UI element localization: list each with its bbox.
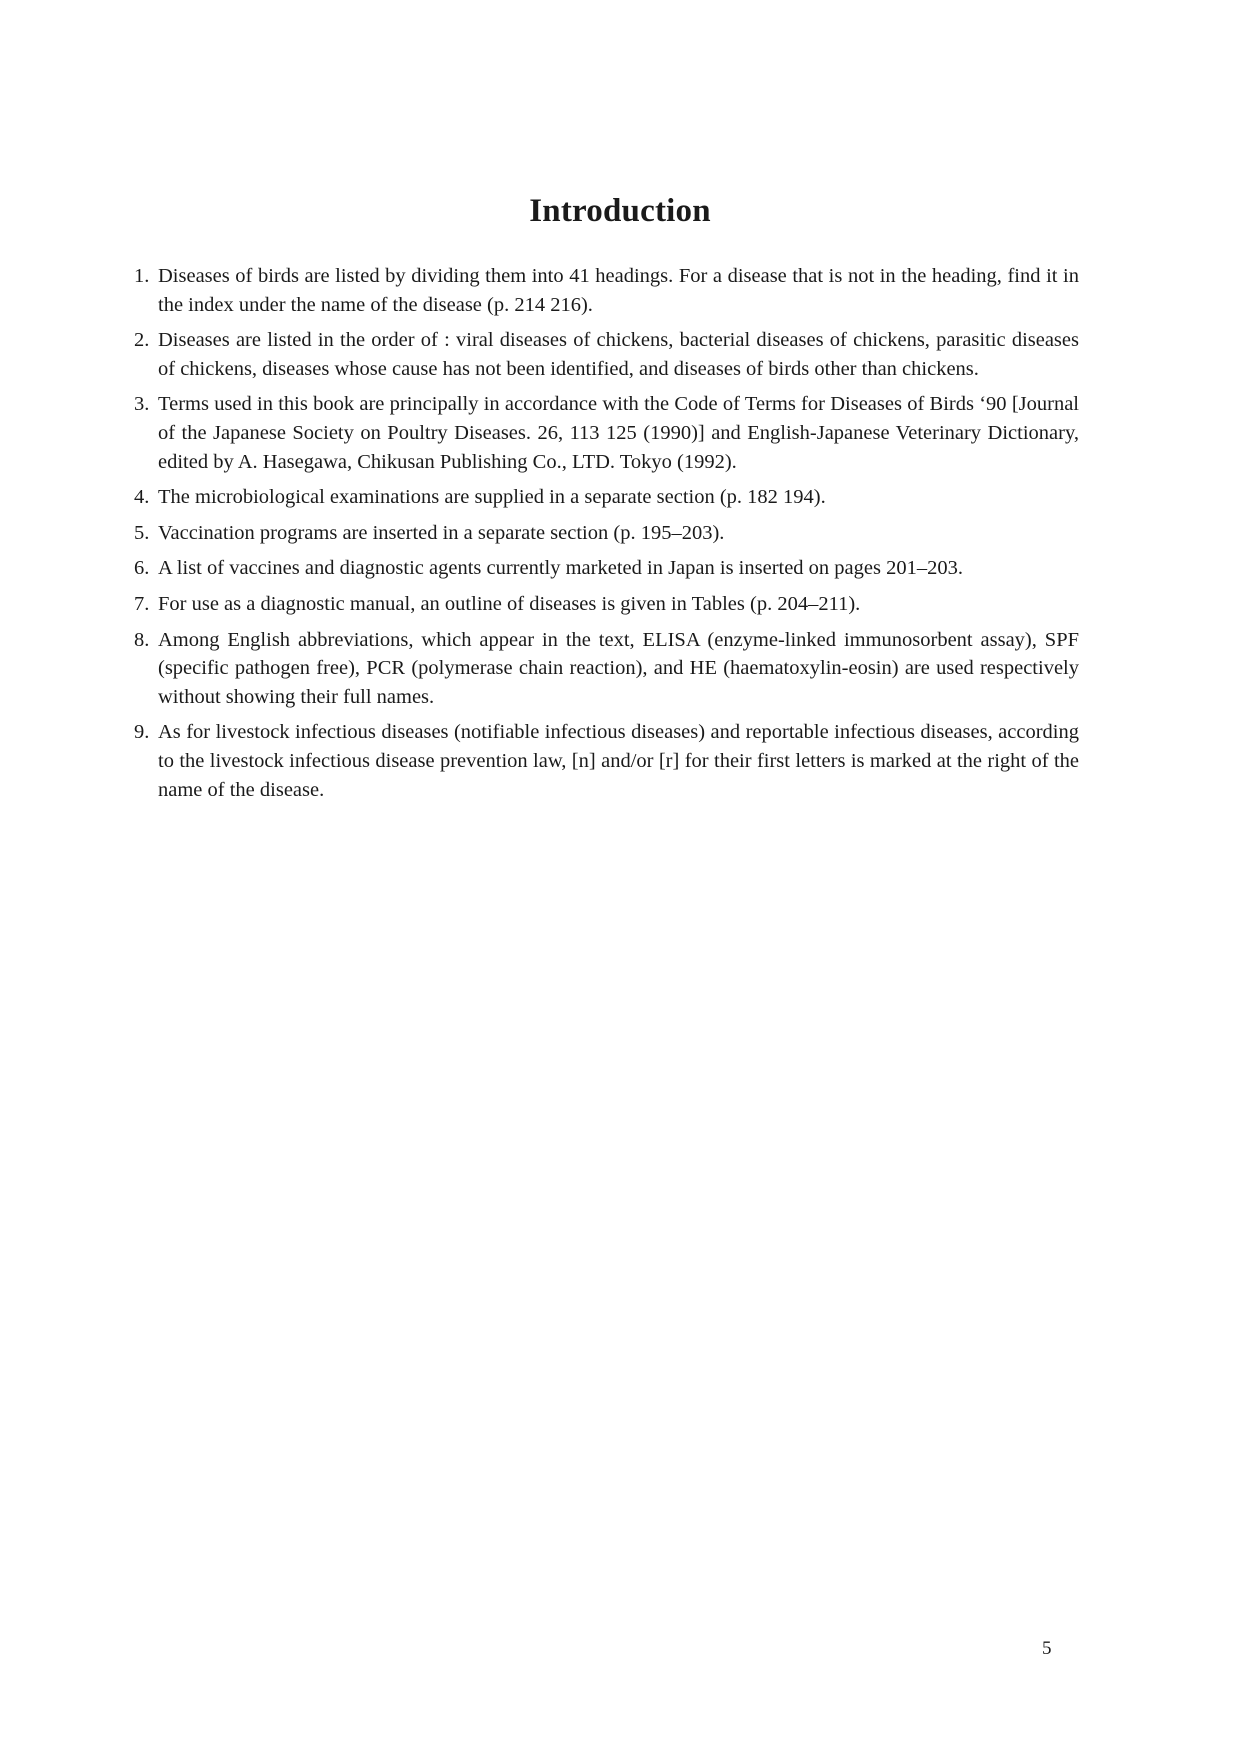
item-number: 2.	[134, 329, 150, 352]
list-item	[134, 718, 1079, 804]
item-number: 5.	[134, 521, 150, 544]
page-number: 5	[1042, 1638, 1052, 1659]
item-number: 4.	[134, 486, 150, 509]
item-text: Terms used in this book are principally in accordance with the Code of Terms for Diseases of Birds ‘90 [Journal of the Japanese Society on Poultry Diseases. 26, 113 125 (1990)] and English-Japanese Veterinary Dictionary, edited by A. Hasegawa, Chikusan Publishing Co., LTD. Tokyo (1992).	[158, 393, 1079, 473]
item-number: 3.	[134, 393, 150, 416]
list-item	[134, 390, 1079, 476]
list-item	[134, 262, 1079, 319]
item-text: Vaccination programs are inserted in a separate section (p. 195–203).	[158, 521, 725, 544]
item-number: 9.	[134, 721, 150, 744]
item-text: Diseases of birds are listed by dividing them into 41 headings. For a disease that is not in the heading, find it in the index under the name of the disease (p. 214 216).	[158, 265, 1079, 316]
item-number: 1.	[134, 265, 150, 287]
list-item	[134, 519, 1079, 548]
item-text: Diseases are listed in the order of : viral diseases of chickens, bacterial diseases of chickens, parasitic diseases of chickens, diseases whose cause has not been identified, and diseases of birds other than chickens.	[158, 329, 1079, 380]
item-text: As for livestock infectious diseases (notifiable infectious diseases) and reportable infectious diseases, according to the livestock infectious disease prevention law, [n] and/or [r] for their first letters is marked at the right of the name of the disease.	[158, 721, 1079, 801]
list-item	[134, 590, 1079, 619]
introduction-list	[134, 262, 1079, 811]
item-number: 6.	[134, 557, 150, 580]
item-text: The microbiological examinations are supplied in a separate section (p. 182 194).	[158, 486, 826, 509]
list-item	[134, 554, 1079, 583]
item-text: A list of vaccines and diagnostic agents currently marketed in Japan is inserted on pages 201–203.	[158, 557, 963, 580]
page-title: Introduction	[529, 193, 711, 229]
list-item	[134, 326, 1079, 383]
item-text: Among English abbreviations, which appear in the text, ELISA (enzyme-linked immunosorbent assay), SPF (specific pathogen free), PCR (polymerase chain reaction), and HE (haematoxylin-eosin) are used respectively without showing their full names.	[158, 628, 1079, 708]
item-text: For use as a diagnostic manual, an outline of diseases is given in Tables (p. 204–211).	[158, 592, 861, 615]
list-item	[134, 626, 1079, 712]
item-number: 8.	[134, 628, 150, 651]
list-item	[134, 483, 1079, 512]
item-number: 7.	[134, 592, 150, 615]
